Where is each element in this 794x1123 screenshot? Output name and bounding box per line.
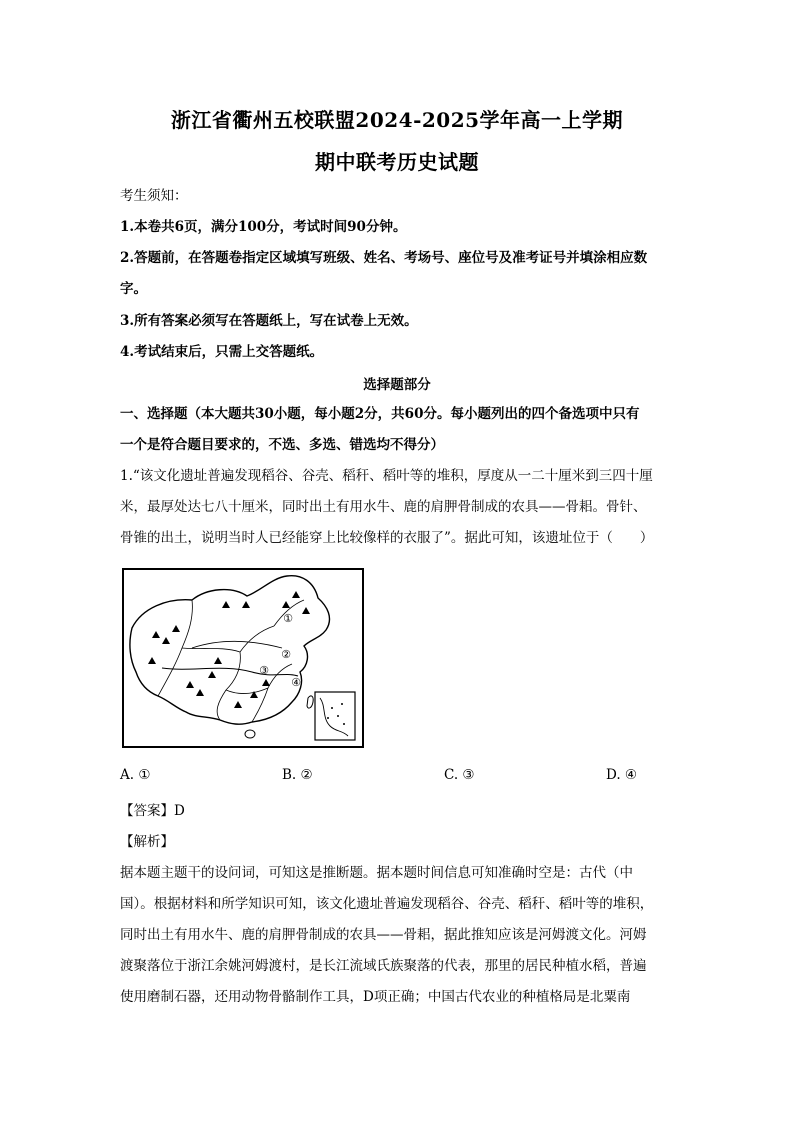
section-instruction-1: 一、选择题（本大题共30小题，每小题2分，共60分。每小题列出的四个备选项中只有 [120, 406, 640, 422]
question1-stem-line1: 1.“该文化遗址普遍发现稻谷、谷壳、稻秆、稻叶等的堆积，厚度从一二十厘米到三四十厘 [120, 468, 653, 484]
section-title: 选择题部分 [363, 377, 431, 393]
exam-title-line1: 浙江省衢州五校联盟2024-2025学年高一上学期 [170, 108, 624, 132]
analysis-line-1: 据本题主题干的设问词，可知这是推断题。据本题时间信息可知准确时空是：古代（中 [120, 865, 633, 881]
question1-stem-line3: 骨锥的出土，说明当时人已经能穿上比较像样的衣服了”。据此可知，该遗址位于（ ） [120, 530, 654, 546]
notice-item-2-cont: 字。 [120, 281, 147, 297]
option-a: A. ① [120, 767, 151, 783]
analysis-line-3: 同时出土有用水牛、鹿的肩胛骨制成的农具——骨耜，据此推知应该是河姆渡文化。河姆 [120, 927, 647, 943]
analysis-line-5: 使用磨制石器，还用动物骨骼制作工具，D项正确；中国古代农业的种植格局是北粟南 [120, 989, 631, 1005]
exam-title-line2: 期中联考历史试题 [315, 150, 479, 174]
question1-stem-line2: 米，最厚处达七八十厘米，同时出土有用水牛、鹿的肩胛骨制成的农具——骨耜。骨针、 [120, 499, 647, 515]
notice-item-1: 1.本卷共6页，满分100分，考试时间90分钟。 [120, 219, 407, 235]
map-marker-1: ① [283, 612, 293, 625]
option-d: D. ④ [606, 767, 638, 783]
section-instruction-2: 一个是符合题目要求的，不选、多选、错选均不得分） [120, 437, 444, 453]
analysis-line-2: 国）。根据材料和所学知识可知，该文化遗址普遍发现稻谷、谷壳、稻秆、稻叶等的堆积， [120, 896, 654, 912]
notice-heading: 考生须知： [120, 188, 188, 204]
notice-item-4: 4.考试结束后，只需上交答题纸。 [120, 344, 324, 360]
map-marker-3: ③ [259, 664, 269, 677]
notice-item-2: 2.答题前，在答题卷指定区域填写班级、姓名、考场号、座位号及准考证号并填涂相应数 [120, 250, 648, 266]
option-b: B. ② [282, 767, 313, 783]
notice-item-3: 3.所有答案必须写在答题纸上，写在试卷上无效。 [120, 313, 418, 329]
analysis-label: 【解析】 [120, 834, 174, 850]
answer-label: 【答案】D [120, 803, 185, 819]
map-marker-4: ④ [291, 676, 301, 689]
map-marker-2: ② [281, 648, 291, 661]
china-map-figure [122, 568, 364, 748]
analysis-line-4: 渡聚落位于浙江余姚河姆渡村，是长江流域氏族聚落的代表，那里的居民种植水稻，普遍 [120, 958, 647, 974]
option-c: C. ③ [444, 767, 475, 783]
